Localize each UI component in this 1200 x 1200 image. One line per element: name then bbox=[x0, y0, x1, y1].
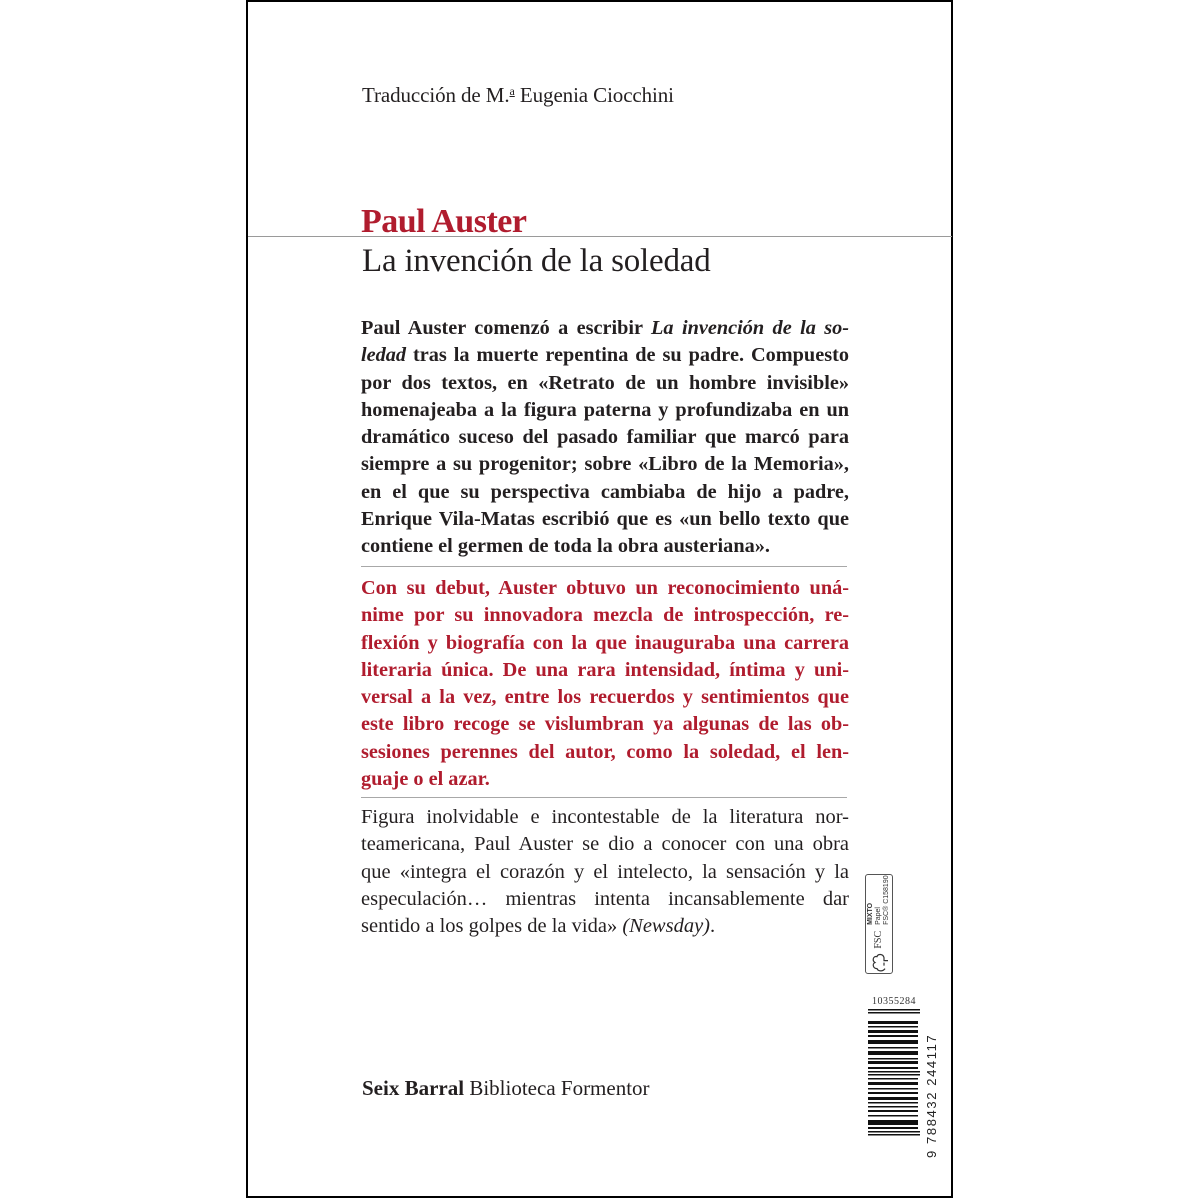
translator-name: Eugenia Ciocchini bbox=[514, 83, 674, 107]
text-line: este libro recoge se vislumbran ya algunas de las ob- bbox=[361, 713, 849, 736]
text-line: homenajeaba a la figura paterna y profundizaba en un bbox=[361, 398, 849, 421]
text-line: literaria única. De una rara intensidad, íntima y uni- bbox=[361, 658, 849, 681]
book-title: La invención de la soledad bbox=[362, 243, 711, 279]
text-line: Figura inolvidable e incontestable de la literatura nor- bbox=[361, 806, 849, 828]
fsc-paper-label: Papel bbox=[875, 907, 882, 925]
author-name: Paul Auster bbox=[361, 203, 527, 240]
fsc-mix-label: MIXTO bbox=[867, 902, 874, 925]
text-line: versal a la vez, entre los recuerdos y sentimientos que bbox=[361, 686, 849, 709]
text-line: especulación… mientras intenta incansablemente dar bbox=[361, 887, 849, 910]
text-line: ledad tras la muerte repentina de su padre. Compuesto bbox=[361, 344, 849, 367]
publisher-name: Seix Barral bbox=[362, 1076, 465, 1100]
isbn-text: 9 788432 244117 bbox=[924, 1033, 939, 1158]
section-divider bbox=[361, 797, 847, 798]
translator-credit bbox=[362, 83, 674, 108]
fsc-tree-icon bbox=[869, 951, 889, 973]
text-line: por dos textos, en «Retrato de un hombre invisible» bbox=[361, 371, 849, 394]
text-line: Enrique Vila-Matas escribió que es «un bello texto que bbox=[361, 508, 849, 531]
internal-code: 10355284 bbox=[872, 996, 916, 1007]
text-line: sentido a los golpes de la vida» (Newsday). bbox=[361, 915, 716, 938]
fsc-label bbox=[865, 874, 893, 974]
highlight-paragraph bbox=[361, 575, 849, 793]
fsc-logo-text: FSC bbox=[872, 930, 884, 949]
text-line: que «integra el corazón y el intelecto, la sensación y la bbox=[361, 860, 849, 883]
text-line: dramático suceso del pasado familiar que marcó para bbox=[361, 426, 849, 449]
text-line: Con su debut, Auster obtuvo un reconocimiento uná- bbox=[361, 577, 849, 599]
text-line: siempre a su progenitor; sobre «Libro de la Memoria», bbox=[361, 453, 849, 476]
synopsis-paragraph bbox=[361, 315, 849, 561]
text-line: contiene el germen de toda la obra austeriana». bbox=[361, 535, 770, 558]
ordinal-indicator: a bbox=[509, 84, 515, 98]
text-line: en el que su perspectiva cambiaba de hijo a padre, bbox=[361, 480, 849, 503]
text-line: nime por su innovadora mezcla de introspección, re- bbox=[361, 604, 849, 627]
fsc-text bbox=[867, 875, 891, 972]
isbn-digits bbox=[924, 1008, 938, 1158]
text-line: flexión y biografía con la que inauguraba una carrera bbox=[361, 631, 849, 654]
text-line: Paul Auster comenzó a escribir La invención de la so- bbox=[361, 317, 849, 339]
barcode-icon bbox=[868, 1009, 922, 1136]
translator-prefix: Traducción de M. bbox=[362, 83, 510, 107]
text-line: teamericana, Paul Auster se dio a conocer con una obra bbox=[361, 833, 849, 856]
text-line: guaje o el azar. bbox=[361, 768, 490, 791]
fsc-license-code: FSC® C158190 bbox=[883, 875, 890, 925]
source-citation: (Newsday) bbox=[622, 915, 711, 938]
title-divider bbox=[248, 236, 952, 237]
series-name: Biblioteca Formentor bbox=[464, 1076, 650, 1100]
text-line: sesiones perennes del autor, como la soledad, el len- bbox=[361, 740, 849, 763]
publisher-imprint bbox=[362, 1076, 650, 1101]
section-divider bbox=[361, 566, 847, 567]
author-paragraph bbox=[361, 804, 849, 940]
